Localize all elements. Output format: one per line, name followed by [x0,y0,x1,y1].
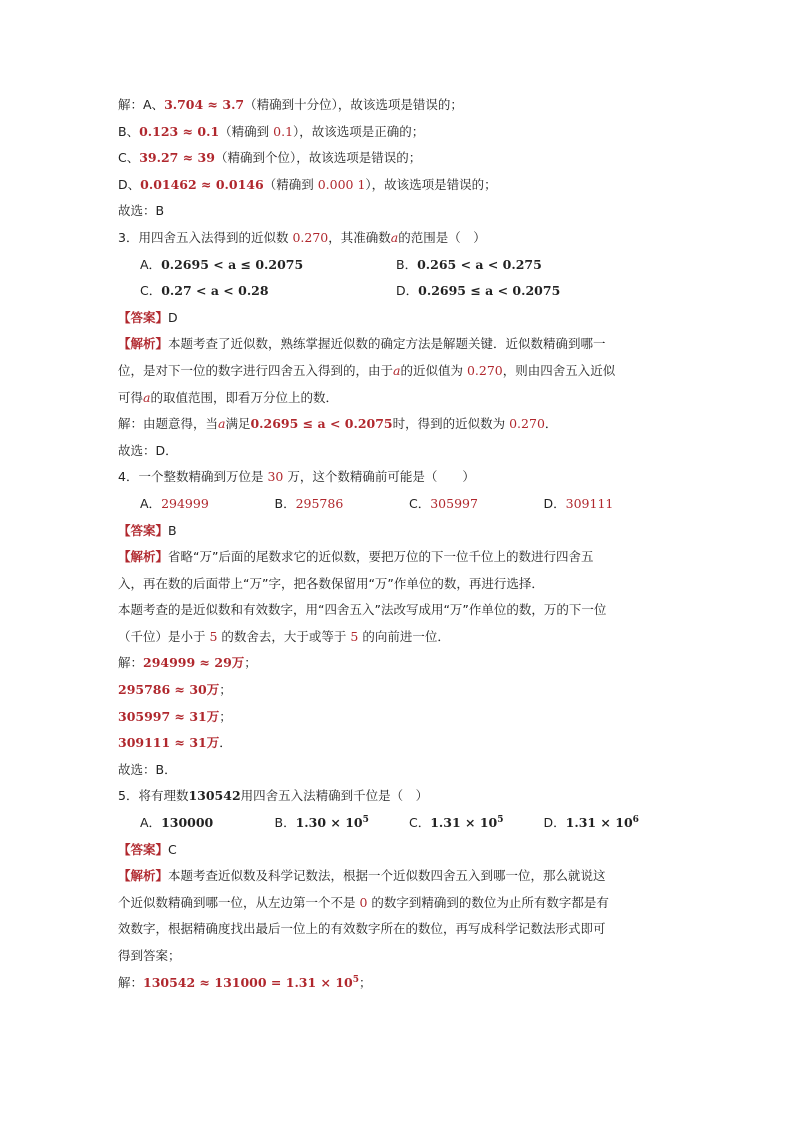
option-label: C． [409,495,431,511]
q3-solution [118,411,678,438]
option-a [140,491,275,518]
punctuation: ； [359,974,372,990]
q5-analysis-line-4: 得到答案； [118,948,181,963]
q3-analysis-line-3 [118,385,678,412]
solution-prefix: 解： [118,655,144,671]
solution-note: （精确到 [263,176,318,192]
math-expression: 1.30 × 10 [295,815,363,831]
exponent: 5 [352,974,360,985]
solution-note: （精确到个位），故该选项是错误的； [214,150,422,166]
solution-prefix: 解： [118,974,144,990]
answer-value: D [168,309,178,325]
answer-tag: 【答案】 [118,309,169,325]
q3-analysis-line-1 [118,331,678,358]
option-b [275,491,410,518]
number: 5 [209,628,218,644]
option-c [409,810,544,837]
q3-options-row-1 [118,252,678,279]
analysis-text: 可得 [118,389,144,405]
stem-text: 5．将有理数 [118,788,189,804]
option-label: D． [543,815,566,831]
q5-stem [118,783,678,810]
q3-choice: 故选：D． [118,442,178,458]
exponent: 5 [362,814,369,825]
solution-text: 满足 [225,416,251,432]
analysis-text: 个近似数精确到哪一位，从左边第一个不是 [118,894,360,910]
q4-choice: 故选：B． [118,761,177,777]
stem-text: 的范围是（ ） [398,229,486,245]
solution-text: 时，得到的近似数为 [392,416,510,432]
math-expression: 1.31 × 10 [565,815,633,831]
solution-prefix: C、 [118,150,140,166]
number: 5 [350,628,359,644]
q5-analysis-line-1 [118,863,678,890]
option-a [140,252,396,279]
option-b [275,810,410,837]
stem-text: 万，这个数精确前可能是（ ） [283,469,475,485]
punctuation: ； [244,655,257,671]
math-expression: 0.2695 ≤ a < 0.2075 [418,283,561,299]
q4-analysis-line-1 [118,544,678,571]
q3-stem [118,225,678,252]
math-expression: 295786 ≈ 30 [118,682,207,698]
math-expression: 309111 ≈ 31 [118,735,207,751]
q4-answer [118,518,678,545]
stem-text: 3．用四舍五入法得到的近似数 [118,229,293,245]
analysis-text: 位，是对下一位的数字进行四舍五入得到的，由于 [118,362,394,378]
option-d [396,278,652,305]
q4-solution-line-1 [118,650,678,677]
math-expression: 3.704 ≈ 3.7 [164,97,245,112]
punctuation: ； [219,682,232,698]
math-expression: 305997 ≈ 31 [118,708,207,724]
stem-text: ，其准确数 [328,229,391,245]
exponent: 5 [497,814,504,825]
math-expression: 0.123 ≈ 0.1 [139,123,220,139]
q5-analysis-line-3: 效数字，根据精确度找出最后一位上的有效数字所在的数位，再写成科学记数法形式即可 [118,921,606,937]
option-d [544,491,679,518]
answer-tag: 【答案】 [118,522,169,538]
q4-solution-line-4 [118,730,678,757]
analysis-tag: 【解析】 [118,336,169,352]
option-value: 295786 [295,495,344,511]
q2-solution-c [118,145,678,172]
stem-text: 4．一个整数精确到万位是 [118,469,268,485]
q4-solution-line-2 [118,677,678,704]
option-a [140,810,275,837]
number: 0.1 [273,123,294,139]
solution-prefix: 解：A、 [118,97,165,112]
answer-value: C [168,841,177,857]
unit: 万 [206,735,220,751]
solution-note: ），故该选项是错误的； [365,176,497,192]
analysis-text: 的数舍去，大于或等于 [217,628,351,644]
analysis-text: 的近似值为 [400,362,467,378]
number: 0.270 [292,229,329,245]
solution-text: 解：由题意得，当 [118,416,219,432]
q2-choice: 故选：B [118,203,165,219]
option-c [409,491,544,518]
punctuation: ． [219,735,232,751]
math-expression: 0.2695 ≤ a < 0.2075 [250,416,393,432]
option-b [396,252,652,279]
analysis-text: 的数字到精确到的数位为止所有数字都是有 [367,894,609,910]
math-expression: 130542 [188,788,241,804]
q5-options [118,810,678,837]
q4-analysis-line-3: 本题考查的是近似数和有效数字，用“四舍五入”法改写成用“万”作单位的数，万的下一位 [118,602,607,618]
q5-analysis-line-2 [118,890,678,917]
unit: 万 [206,708,220,724]
solution-note: （精确到十分位），故该选项是错误的； [244,97,463,112]
analysis-text: （千位）是小于 [118,628,210,644]
math-expression: 1.31 × 10 [430,815,498,831]
q2-solution-d [118,172,678,199]
math-expression: 294999 ≈ 29 [143,655,232,671]
q5-solution [118,970,678,997]
number: 0.000 1 [317,176,366,192]
option-label: C． [409,815,431,831]
option-label: A． [140,495,162,511]
stem-text: 用四舍五入法精确到千位是（ ） [240,788,429,804]
q4-analysis-line-4 [118,624,678,651]
punctuation: ； [219,708,232,724]
solution-prefix: D、 [118,176,141,192]
math-expression: 130000 [161,815,214,831]
analysis-text: 省略“万”后面的尾数求它的近似数，要把万位的下一位千位上的数进行四舍五 [168,549,594,565]
q3-answer [118,305,678,332]
option-value: 309111 [565,495,614,511]
number: 0.270 [509,416,545,432]
number: 0.270 [466,362,503,378]
math-expression: 0.2695 < a ≤ 0.2075 [161,256,304,272]
unit: 万 [231,655,245,671]
variable: a [218,416,226,432]
analysis-tag: 【解析】 [118,549,169,565]
exponent: 6 [632,814,639,825]
option-label: B． [274,495,296,511]
analysis-tag: 【解析】 [118,868,169,884]
q5-answer [118,837,678,864]
analysis-text: 的取值范围，即看万分位上的数． [150,389,338,405]
math-expression: 130542 ≈ 131000 = 1.31 × 10 [143,974,353,990]
q2-solution-a [118,92,678,119]
solution-text: ． [544,416,558,432]
option-value: 305997 [430,495,478,511]
solution-note: （精确到 [219,123,274,139]
q4-solution-line-3 [118,704,678,731]
option-label: A． [140,815,162,831]
variable: a [143,389,151,405]
q4-analysis-line-2: 入，再在数的后面带上“万”字，把各数保留用“万”作单位的数，再进行选择． [118,575,544,591]
option-d [544,810,679,837]
option-c [140,278,396,305]
analysis-text: 本题考查近似数及科学记数法，根据一个近似数四舍五入到哪一位，那么就说这 [168,868,606,884]
variable: a [390,229,399,245]
option-label: B． [274,815,296,831]
option-label: D． [396,283,419,299]
number: 30 [267,469,284,485]
unit: 万 [206,682,220,698]
option-label: D． [543,495,566,511]
answer-tag: 【答案】 [118,841,169,857]
option-label: C． [140,283,162,299]
option-value: 294999 [161,495,209,511]
analysis-text: ，则由四舍五入近似 [502,362,616,378]
q4-options [118,491,678,518]
option-label: A． [140,256,162,272]
solution-prefix: B、 [118,123,140,139]
math-expression: 0.01462 ≈ 0.0146 [140,176,264,192]
solution-note: ），故该选项是正确的； [293,123,425,139]
number: 0 [359,894,368,910]
math-expression: 0.265 < a < 0.275 [417,256,542,272]
answer-value: B [168,522,177,538]
q2-solution-b [118,119,678,146]
q4-stem [118,464,678,491]
analysis-text: 本题考查了近似数，熟练掌握近似数的确定方法是解题关键．近似数精确到哪一 [168,336,606,352]
q3-analysis-line-2 [118,358,678,385]
document-body [118,92,678,996]
variable: a [393,362,401,378]
option-label: B． [396,256,418,272]
analysis-text: 的向前进一位． [358,628,450,644]
math-expression: 39.27 ≈ 39 [139,150,215,166]
q3-options-row-2 [118,278,678,305]
math-expression: 0.27 < a < 0.28 [161,283,269,299]
